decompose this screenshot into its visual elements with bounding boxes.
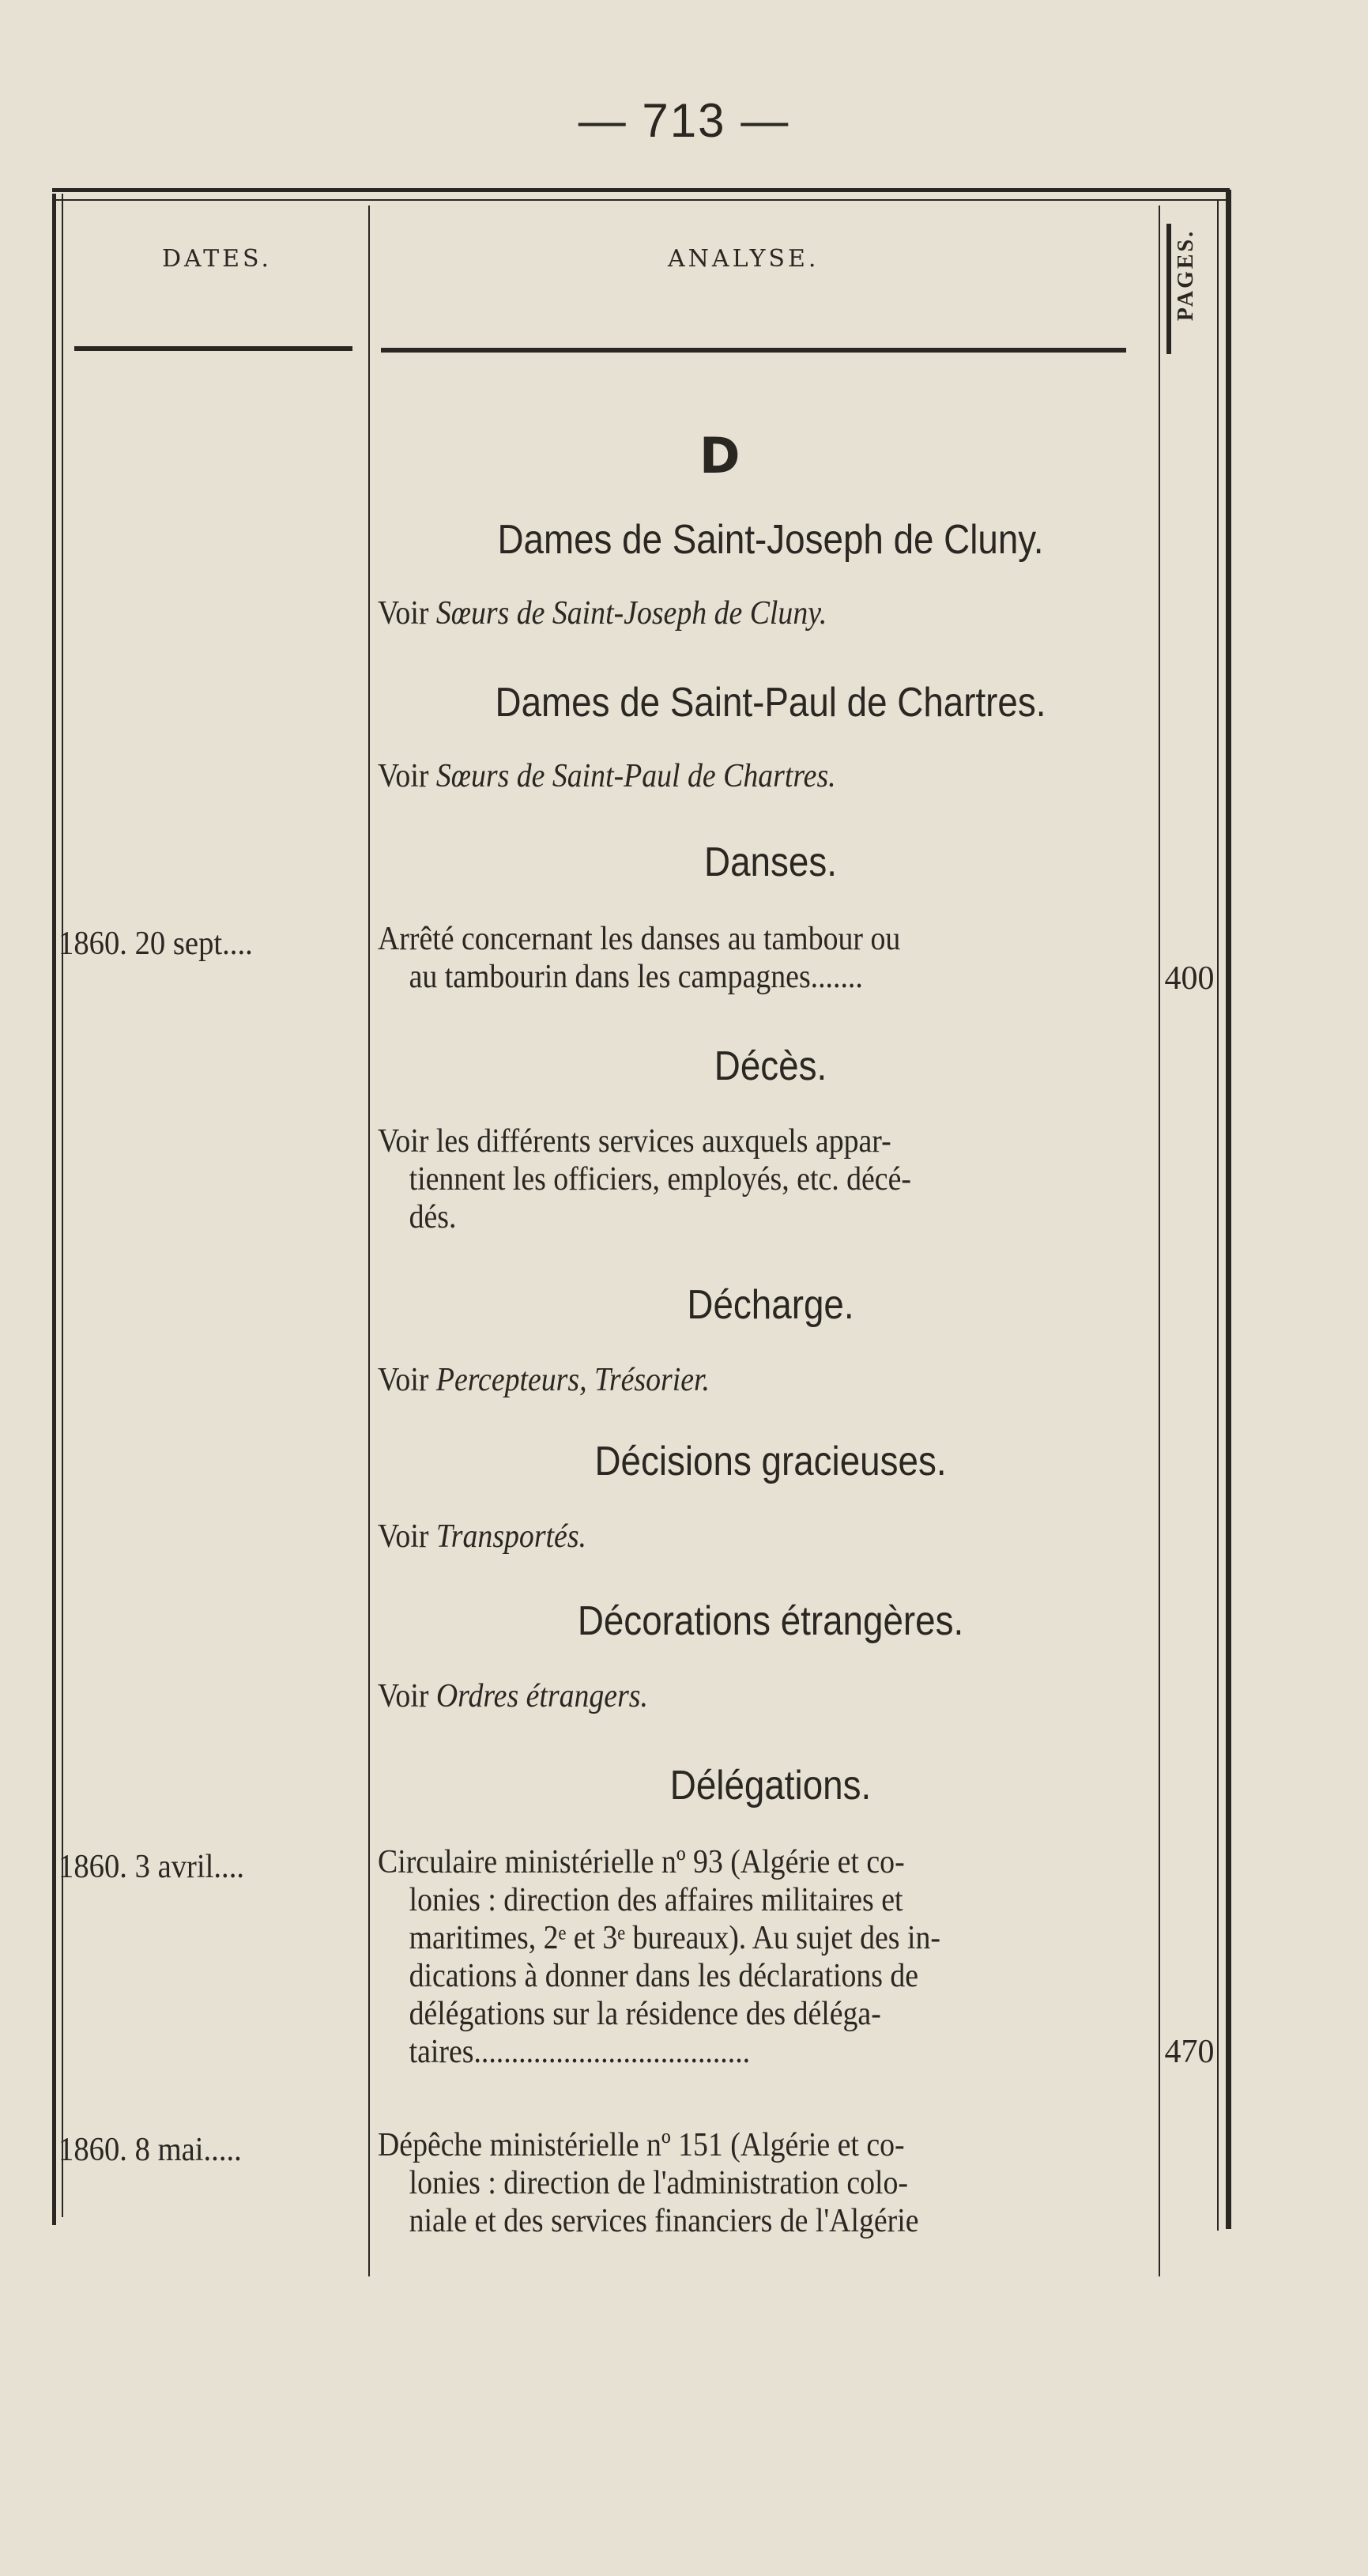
analysis-line: maritimes, 2ᵉ et 3ᵉ bureaux). Au sujet des in- <box>409 1920 940 1956</box>
entry-analysis <box>378 1843 1160 2071</box>
analysis-line: Voir les différents services auxquels appar- <box>378 1123 891 1160</box>
right-border-outer <box>1226 190 1231 2229</box>
analyse-header: ANALYSE. <box>668 245 820 273</box>
analysis-line: dés. <box>409 1199 457 1235</box>
entry-heading: Délégations. <box>669 1763 872 1808</box>
entry-heading: Dames de Saint-Paul de Chartres. <box>495 680 1046 726</box>
voir-label: Voir <box>378 1362 429 1398</box>
analysis-line: lonies : direction des affaires militaires et <box>409 1882 903 1918</box>
entry-heading: Dames de Saint-Joseph de Cluny. <box>497 517 1044 563</box>
analysis-line: au tambourin dans les campagnes....... <box>409 959 863 995</box>
entry-heading: Décorations étrangères. <box>577 1598 964 1644</box>
pages-header-label: PAGES. <box>1174 228 1198 322</box>
entry-heading: Décharge. <box>687 1282 854 1328</box>
entry-heading: Danses. <box>704 839 837 885</box>
page-reference: 400 <box>1164 960 1215 997</box>
voir-label: Voir <box>378 1678 429 1714</box>
voir-label: Voir <box>378 595 429 632</box>
voir-label: Voir <box>378 758 429 794</box>
entry-date: 1860. 20 sept.... <box>58 926 253 962</box>
reference-target: Percepteurs, Trésorier. <box>435 1362 710 1398</box>
dates-header: DATES. <box>162 245 273 273</box>
analysis-line: Circulaire ministérielle nº 93 (Algérie et co- <box>378 1844 905 1880</box>
analysis-line: Arrêté concernant les danses au tambour ou <box>378 921 901 957</box>
section-letter: D <box>699 427 741 485</box>
analysis-line: niale et des services financiers de l'Algérie <box>409 2203 919 2239</box>
entry-analysis <box>378 920 1160 996</box>
page-number: — 713 — <box>578 94 790 147</box>
reference-target: Ordres étrangers. <box>435 1678 648 1714</box>
pages-header-rule <box>1166 224 1171 354</box>
entry-date: 1860. 8 mai..... <box>58 2132 242 2168</box>
entry-reference <box>378 1518 1160 1556</box>
reference-target: Sœurs de Saint-Joseph de Cluny. <box>435 595 827 632</box>
entry-heading: Décisions gracieuses. <box>594 1439 947 1484</box>
entry-reference <box>378 594 1160 632</box>
entry-reference <box>378 1677 1160 1715</box>
analysis-line: lonies : direction de l'administration colo- <box>409 2165 909 2201</box>
outer-top-rule <box>52 188 1230 192</box>
analysis-line: Dépêche ministérielle nº 151 (Algérie et co- <box>378 2127 905 2163</box>
analysis-line: taires..................................... <box>409 2034 751 2070</box>
entry-heading: Décès. <box>714 1043 827 1089</box>
dates-column-divider <box>368 206 370 2276</box>
analysis-line: tiennent les officiers, employés, etc. décé- <box>409 1161 911 1197</box>
reference-target: Transportés. <box>435 1518 586 1555</box>
dates-header-rule <box>74 346 352 351</box>
left-border-inner <box>62 194 63 2217</box>
analysis-line: délégations sur la résidence des déléga- <box>409 1996 881 2032</box>
right-border-inner <box>1217 199 1219 2231</box>
left-border-outer <box>52 194 56 2225</box>
entry-reference <box>378 757 1160 795</box>
entry-analysis <box>378 2126 1160 2240</box>
entry-reference <box>378 1361 1160 1399</box>
analysis-line: dications à donner dans les déclarations de <box>409 1958 919 1994</box>
entry-date: 1860. 3 avril.... <box>58 1849 245 1885</box>
outer-top-rule-thin <box>52 199 1230 201</box>
analyse-header-rule <box>381 348 1126 353</box>
pages-header <box>1166 212 1206 338</box>
entry-analysis <box>378 1122 1160 1236</box>
voir-label: Voir <box>378 1518 429 1555</box>
reference-target: Sœurs de Saint-Paul de Chartres. <box>435 758 836 794</box>
page-reference: 470 <box>1164 2034 1215 2070</box>
